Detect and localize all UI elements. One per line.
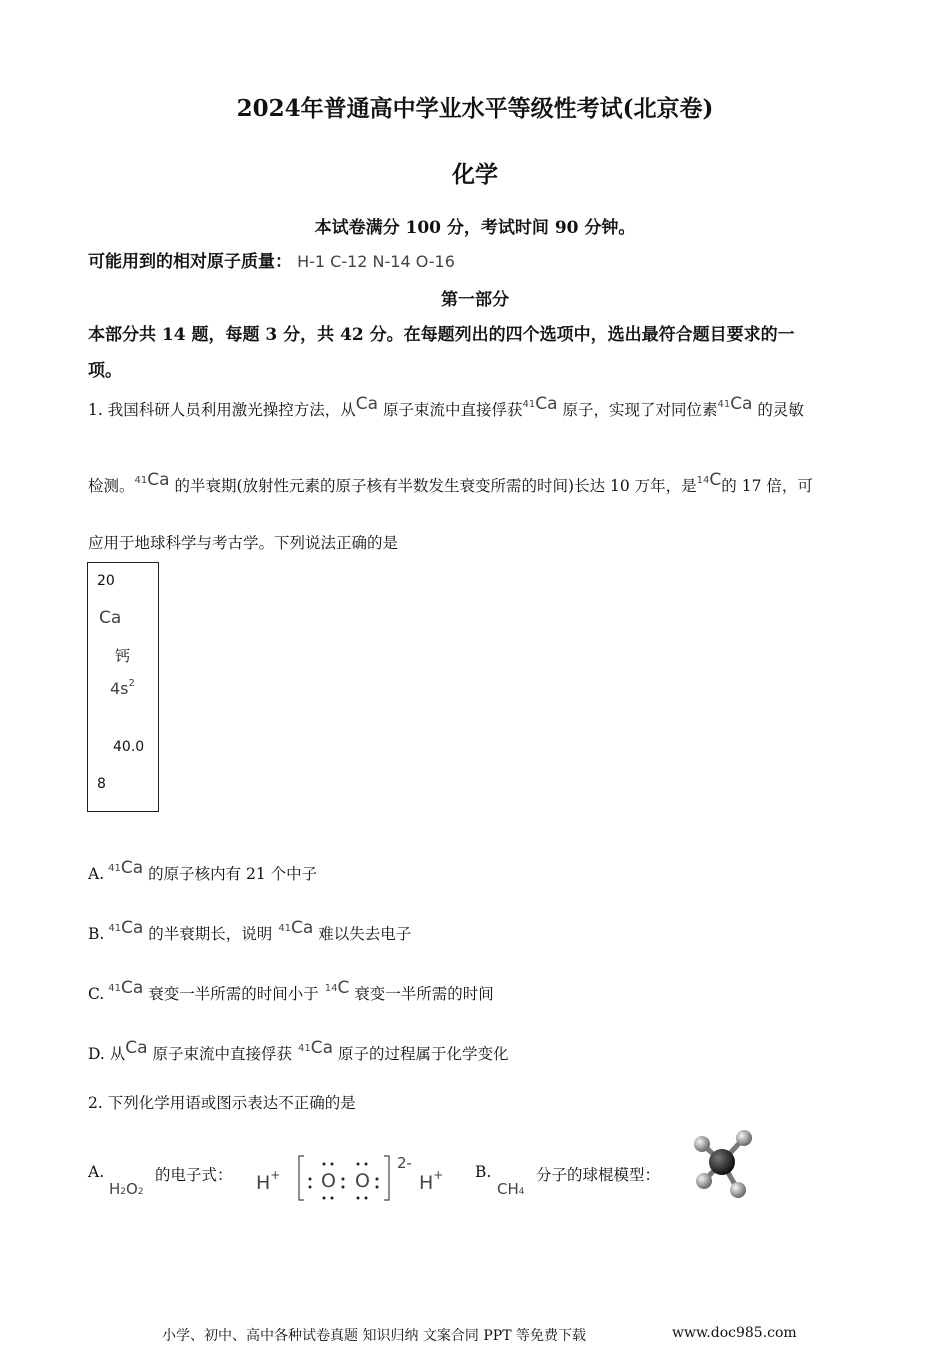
ca41-isotope: $^{41}$Ca	[717, 394, 753, 414]
h2o2-formula: H2O2	[109, 1180, 144, 1198]
lewis-h-right: H+	[419, 1168, 444, 1194]
ca41-isotope: $^{41}$Ca	[522, 394, 558, 414]
ca41-isotope: $^{41}$Ca	[134, 470, 170, 490]
q2-option-a-label: A.	[88, 1163, 105, 1181]
q2-option-b-text: 分子的球棍模型：	[536, 1166, 661, 1184]
q2-option-a-text: 的电子式：	[155, 1166, 233, 1184]
subject-title: 化学	[452, 161, 498, 188]
exam-info: 本试卷满分 100 分，考试时间 90 分钟。	[314, 218, 636, 238]
footer-url[interactable]: www.doc985.com	[672, 1325, 797, 1341]
q1-option-d: D. 从Ca 原子束流中直接俘获 $^{41}$Ca 原子的过程属于化学变化	[88, 1038, 509, 1063]
exam-title: 2024年普通高中学业水平等级性考试(北京卷)	[236, 95, 714, 122]
lewis-charge: 2-	[397, 1154, 412, 1172]
part-heading: 第一部分	[441, 290, 509, 310]
atomic-mass-b: 8	[97, 776, 106, 792]
atomic-mass-label: 可能用到的相对原子质量：	[88, 252, 292, 272]
q1-text: 原子束流中直接俘获	[382, 401, 523, 419]
q1-option-b: B. $^{41}$Ca 的半衰期长，说明 $^{41}$Ca 难以失去电子	[88, 918, 412, 943]
q1-line-1	[88, 394, 804, 420]
q1-text: 原子，实现了对同位素	[562, 401, 718, 419]
atomic-mass-line	[88, 247, 455, 272]
electron-config: $4s^2$	[110, 678, 135, 698]
q1-line-2	[88, 470, 813, 496]
q1-option-c: C. $^{41}$Ca 衰变一半所需的时间小于 $^{14}$C 衰变一半所需的时间	[88, 978, 494, 1003]
ca-symbol: Ca	[355, 394, 379, 414]
q1-option-a: A. $^{41}$Ca 的原子核内有 21 个中子	[88, 858, 318, 883]
atomic-mass-a: 40.0	[113, 739, 145, 755]
q1-text: 的灵敏	[757, 401, 804, 419]
lewis-o-2: O	[355, 1170, 370, 1192]
lewis-h-left: H+	[256, 1168, 281, 1194]
lewis-o-1: O	[321, 1170, 336, 1192]
q1-line-3: 应用于地球科学与考古学。下列说法正确的是	[88, 534, 399, 552]
q1-text: 1. 我国科研人员利用激光操控方法，从	[88, 401, 356, 419]
q2-stem: 2. 下列化学用语或图示表达不正确的是	[88, 1094, 356, 1112]
q2-option-b-label: B.	[475, 1163, 492, 1181]
part-instructions-1: 本部分共 14 题，每题 3 分，共 42 分。在每题列出的四个选项中，选出最符合题目要求的一	[88, 325, 795, 345]
element-name: 钙	[115, 647, 131, 665]
ch4-ball-stick-model	[684, 1126, 764, 1204]
atomic-number: 20	[97, 573, 115, 589]
ch4-formula: CH4	[497, 1180, 525, 1198]
element-symbol: Ca	[99, 608, 122, 628]
q1-text: 检测。	[88, 477, 135, 495]
atomic-mass-values: H-1 C-12 N-14 O-16	[297, 252, 455, 271]
footer-text: 小学、初中、高中各种试卷真题 知识归纳 文案合同 PPT 等免费下载	[162, 1328, 586, 1344]
c14-isotope: $^{14}$C	[696, 470, 722, 490]
q1-text: 的半衰期(放射性元素的原子核有半数发生衰变所需的时间)长达 10 万年，是	[174, 477, 697, 495]
q1-text: 的 17 倍，可	[721, 477, 813, 495]
part-instructions-2: 项。	[88, 361, 122, 381]
element-card-ca	[87, 562, 159, 812]
